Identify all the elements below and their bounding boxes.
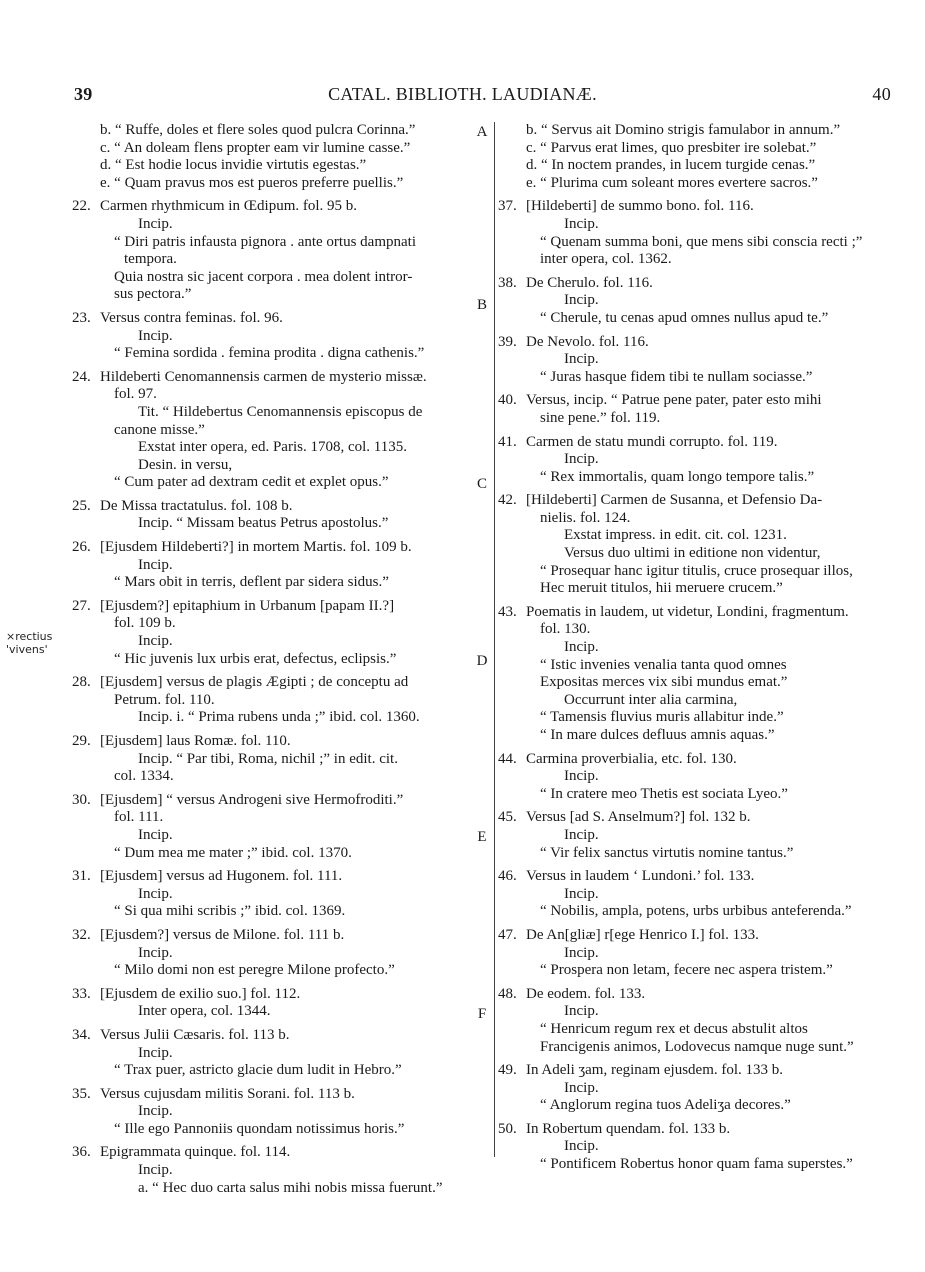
right-column: [498, 122, 894, 1174]
catalogue-text-line: [100, 615, 468, 633]
catalogue-text-line: [100, 845, 468, 863]
catalogue-text-line: [526, 292, 894, 310]
catalogue-text-line: [100, 692, 468, 710]
entry-text: Incip. “ Missam beatus Petrus apostolus.”: [138, 515, 389, 532]
entry-text: “ Cherule, tu cenas apud omnes nullus apud te.”: [540, 309, 829, 326]
catalogue-text-line: [526, 310, 894, 328]
catalogue-text-line: [100, 651, 468, 669]
entry-number: 23.: [72, 309, 91, 326]
handnote-line: ×rectius: [6, 630, 53, 643]
entry-text: “ Rex immortalis, quam longo tempore talis.”: [540, 468, 815, 485]
catalogue-entry-line: [72, 309, 468, 328]
entry-text: Francigenis animos, Lodovecus namque nuge sunt.”: [540, 1038, 854, 1055]
entry-text: Expositas merces vix sibi mundus emat.”: [540, 674, 788, 691]
entry-text: Versus, incip. “ Patrue pene pater, pater esto mihi: [526, 392, 822, 409]
catalogue-text-line: [526, 727, 894, 745]
catalogue-text-line: [100, 439, 468, 457]
catalogue-text-line: [526, 827, 894, 845]
catalogue-text-line: [526, 157, 894, 175]
catalogue-entry-line: [498, 198, 894, 216]
entry-text: [Hildeberti] Carmen de Susanna, et Defensio Da-: [526, 492, 823, 509]
entry-text: Incip.: [564, 826, 599, 843]
entry-text: Incip.: [564, 885, 599, 902]
entry-text: a. “ Hec duo carta salus mihi nobis missa fuerunt.”: [138, 1179, 443, 1196]
catalogue-text-line: [100, 140, 468, 158]
entry-number: 31.: [72, 868, 91, 885]
catalogue-entry-line: [498, 985, 894, 1004]
entry-text: Incip.: [564, 351, 599, 368]
entry-text: Hec meruit titulos, hii meruere crucem.”: [540, 580, 783, 597]
catalogue-text-line: [100, 886, 468, 904]
catalogue-entry-line: [72, 1144, 468, 1162]
entry-text: tempora.: [124, 251, 177, 268]
catalogue-text-line: [100, 457, 468, 475]
entry-number: 48.: [498, 985, 517, 1002]
catalogue-text-line: [526, 692, 894, 710]
catalogue-text-line: [100, 345, 468, 363]
catalogue-text-line: [526, 709, 894, 727]
entry-text: Carmina proverbialia, etc. fol. 130.: [526, 750, 737, 767]
entry-text: Inter opera, col. 1344.: [138, 1003, 271, 1020]
catalogue-text-line: [100, 903, 468, 921]
entry-number: 33.: [72, 985, 91, 1002]
entry-text: [Ejusdem] laus Romæ. fol. 110.: [100, 733, 291, 749]
entry-text: “ Femina sordida . femina prodita . digna cathenis.”: [114, 345, 425, 362]
catalogue-text-line: [526, 768, 894, 786]
catalogue-text-line: [526, 545, 894, 563]
entry-text: “ Pontificem Robertus honor quam fama superstes.”: [540, 1156, 853, 1173]
entry-number: 46.: [498, 868, 517, 885]
catalogue-text-line: [526, 945, 894, 963]
catalogue-entry-line: [72, 733, 468, 751]
entry-text: fol. 109 b.: [114, 615, 176, 632]
catalogue-text-line: [100, 751, 468, 769]
catalogue-text-line: [100, 328, 468, 346]
catalogue-text-line: [526, 410, 894, 428]
entry-text: c. “ Parvus erat limes, quo presbiter ire solebat.”: [526, 139, 817, 156]
catalogue-entry-line: [498, 809, 894, 827]
margin-letter: B: [476, 297, 487, 313]
entry-text: Carmen de statu mundi corrupto. fol. 119.: [526, 433, 778, 450]
catalogue-entry-line: [498, 392, 894, 410]
catalogue-text-line: [526, 674, 894, 692]
entry-text: “ Prosequar hanc igitur titulis, cruce prosequar illos,: [540, 562, 853, 579]
left-column: [72, 122, 468, 1197]
entry-text: “ Trax puer, astricto glacie dum ludit in Hebro.”: [114, 1062, 402, 1079]
catalogue-entry-line: [498, 274, 894, 293]
catalogue-text-line: [526, 1080, 894, 1098]
entry-text: Incip.: [564, 292, 599, 309]
entry-text: b. “ Ruffe, doles et flere soles quod pulcra Corinna.”: [100, 122, 416, 138]
entry-number: 49.: [498, 1062, 517, 1079]
entry-text: “ Milo domi non est peregre Milone profecto.”: [114, 962, 395, 979]
catalogue-text-line: [526, 251, 894, 269]
entry-text: Incip.: [138, 633, 173, 650]
entry-text: [Ejusdem?] versus de Milone. fol. 111 b.: [100, 926, 345, 943]
catalogue-entry-line: [498, 750, 894, 769]
entry-text: Exstat inter opera, ed. Paris. 1708, col. 1135.: [138, 439, 407, 456]
entry-text: inter opera, col. 1362.: [540, 251, 672, 268]
catalogue-text-line: [526, 122, 894, 140]
entry-text: [Ejusdem de exilio suo.] fol. 112.: [100, 985, 301, 1002]
entry-text: Incip. “ Par tibi, Roma, nichil ;” in edit. cit.: [138, 750, 398, 767]
catalogue-entry-line: [498, 603, 894, 622]
entry-text: Hildeberti Cenomannensis carmen de mysterio missæ.: [100, 368, 427, 385]
entry-text: Versus in laudem ‘ Lundoni.’ fol. 133.: [526, 868, 755, 885]
catalogue-text-line: [100, 768, 468, 786]
entry-number: 25.: [72, 497, 91, 514]
handwritten-margin-note: [6, 630, 52, 656]
entry-text: “ Mars obit in terris, deflent par sidera sidus.”: [114, 574, 389, 591]
entry-number: 40.: [498, 392, 517, 409]
catalogue-text-line: [100, 386, 468, 404]
entry-text: Versus contra feminas. fol. 96.: [100, 309, 283, 326]
entry-text: Incip.: [564, 1138, 599, 1155]
catalogue-text-line: [526, 580, 894, 598]
catalogue-text-line: [100, 557, 468, 575]
entry-number: 42.: [498, 492, 517, 509]
entry-text: Incip.: [564, 639, 599, 656]
catalogue-text-line: [526, 1003, 894, 1021]
entry-text: “ Tamensis fluvius muris allabitur inde.”: [540, 709, 784, 726]
entry-text: d. “ Est hodie locus invidie virtutis egestas.”: [100, 157, 367, 174]
entry-text: Occurrunt inter alia carmina,: [564, 691, 738, 708]
catalogue-text-line: [100, 234, 468, 252]
entry-text: Incip.: [564, 944, 599, 961]
entry-text: Incip.: [564, 768, 599, 785]
catalogue-text-line: [100, 175, 468, 193]
margin-letter: F: [477, 1006, 487, 1022]
entry-text: Incip.: [138, 1162, 173, 1179]
entry-text: Incip.: [138, 944, 173, 961]
entry-text: Incip.: [138, 556, 173, 573]
entry-text: Desin. in versu,: [138, 456, 233, 473]
catalogue-text-line: [526, 1097, 894, 1115]
entry-text: [Ejusdem Hildeberti?] in mortem Martis. fol. 109 b.: [100, 539, 412, 556]
entry-text: Poematis in laudem, ut videtur, Londini, fragmentum.: [526, 603, 849, 620]
catalogue-text-line: [100, 216, 468, 234]
catalogue-text-line: [100, 633, 468, 651]
entry-text: “ Diri patris infausta pignora . ante ortus dampnati: [114, 233, 416, 250]
entry-number: 24.: [72, 368, 91, 385]
catalogue-text-line: [526, 1021, 894, 1039]
entry-text: b. “ Servus ait Domino strigis famulabor in annum.”: [526, 122, 841, 138]
entry-text: nielis. fol. 124.: [540, 509, 631, 526]
catalogue-entry-line: [72, 198, 468, 216]
catalogue-entry-line: [72, 597, 468, 616]
catalogue-text-line: [100, 286, 468, 304]
entry-text: sine pene.” fol. 119.: [540, 409, 661, 426]
entry-text: d. “ In noctem prandes, in lucem turgide cenas.”: [526, 157, 816, 174]
catalogue-entry-line: [498, 1062, 894, 1080]
catalogue-text-line: [100, 422, 468, 440]
entry-text: fol. 111.: [114, 809, 164, 826]
catalogue-entry-line: [498, 333, 894, 352]
entry-text: Incip. i. “ Prima rubens unda ;” ibid. col. 1360.: [138, 709, 420, 726]
entry-number: 43.: [498, 603, 517, 620]
entry-number: 27.: [72, 597, 91, 614]
catalogue-text-line: [100, 827, 468, 845]
entry-text: Incip.: [138, 826, 173, 843]
catalogue-text-line: [100, 404, 468, 422]
catalogue-entry-line: [498, 1120, 894, 1139]
catalogue-entry-line: [72, 791, 468, 810]
entry-text: e. “ Plurima cum soleant mores evertere sacros.”: [526, 174, 818, 191]
margin-letter: A: [476, 124, 488, 140]
catalogue-text-line: [100, 269, 468, 287]
catalogue-text-line: [526, 845, 894, 863]
entry-text: Quia nostra sic jacent corpora . mea dolent intror-: [114, 268, 413, 285]
entry-text: “ Vir felix sanctus virtutis nomine tantus.”: [540, 844, 794, 861]
entry-text: Incip.: [564, 215, 599, 232]
entry-text: Carmen rhythmicum in Œdipum. fol. 95 b.: [100, 198, 358, 215]
entry-text: [Ejusdem] “ versus Androgeni sive Hermofroditi.”: [100, 791, 404, 808]
catalogue-text-line: [100, 1180, 468, 1198]
margin-letter: D: [476, 653, 488, 669]
catalogue-text-line: [100, 809, 468, 827]
catalogue-text-line: [526, 351, 894, 369]
catalogue-entry-line: [72, 368, 468, 387]
catalogue-text-line: [100, 1062, 468, 1080]
entry-number: 29.: [72, 733, 91, 749]
entry-number: 44.: [498, 750, 517, 767]
entry-text: Versus duo ultimi in editione non videntur,: [564, 545, 821, 562]
entry-text: “ Si qua mihi scribis ;” ibid. col. 1369.: [114, 903, 346, 920]
catalogue-text-line: [100, 574, 468, 592]
entry-text: Incip.: [564, 451, 599, 468]
entry-text: Versus Julii Cæsaris. fol. 113 b.: [100, 1026, 290, 1043]
entry-number: 37.: [498, 198, 517, 215]
entry-text: “ Ille ego Pannoniis quondam notissimus horis.”: [114, 1120, 405, 1137]
entry-number: 45.: [498, 809, 517, 826]
entry-text: De Cherulo. fol. 116.: [526, 274, 653, 291]
catalogue-text-line: [100, 515, 468, 533]
catalogue-text-line: [100, 1003, 468, 1021]
catalogue-entry-line: [72, 1026, 468, 1045]
entry-number: 26.: [72, 539, 91, 556]
column-divider: [494, 122, 495, 1157]
catalogue-entry-line: [72, 926, 468, 945]
catalogue-text-line: [526, 469, 894, 487]
catalogue-text-line: [100, 157, 468, 175]
entry-text: Incip.: [138, 885, 173, 902]
running-title: CATAL. BIBLIOTH. LAUDIANÆ.: [328, 84, 597, 104]
catalogue-entry-line: [72, 497, 468, 516]
entry-text: c. “ An doleam flens propter eam vir lumine casse.”: [100, 139, 411, 156]
margin-letter: C: [476, 476, 487, 492]
entry-number: 22.: [72, 198, 91, 215]
entry-text: e. “ Quam pravus mos est pueros preferre puellis.”: [100, 174, 404, 191]
entry-text: sus pectora.”: [114, 286, 192, 303]
right-page-number: 40: [872, 84, 891, 104]
catalogue-text-line: [526, 140, 894, 158]
entry-number: 39.: [498, 333, 517, 350]
catalogue-text-line: [100, 122, 468, 140]
catalogue-text-line: [526, 510, 894, 528]
catalogue-text-line: [526, 451, 894, 469]
entry-text: [Hildeberti] de summo bono. fol. 116.: [526, 198, 754, 215]
entry-text: De Nevolo. fol. 116.: [526, 333, 649, 350]
entry-text: canone misse.”: [114, 421, 205, 438]
catalogue-text-line: [100, 962, 468, 980]
entry-text: Incip.: [138, 1103, 173, 1120]
entry-text: “ Istic invenies venalia tanta quod omnes: [540, 656, 787, 673]
entry-text: “ Hic juvenis lux urbis erat, defectus, eclipsis.”: [114, 650, 397, 667]
entry-text: “ Dum mea me mater ;” ibid. col. 1370.: [114, 844, 352, 861]
entry-text: Epigrammata quinque. fol. 114.: [100, 1144, 291, 1161]
catalogue-text-line: [526, 1156, 894, 1174]
catalogue-text-line: [526, 621, 894, 639]
handnote-line: 'vivens': [6, 643, 48, 656]
catalogue-entry-line: [72, 868, 468, 886]
entry-text: [Ejusdem?] epitaphium in Urbanum [papam II.?]: [100, 597, 395, 614]
entry-number: 28.: [72, 674, 91, 691]
entry-text: Petrum. fol. 110.: [114, 691, 215, 708]
catalogue-text-line: [100, 1162, 468, 1180]
catalogue-text-line: [100, 251, 468, 269]
catalogue-text-line: [100, 1121, 468, 1139]
entry-text: “ Prospera non letam, fecere nec aspera tristem.”: [540, 962, 833, 979]
entry-text: Tit. “ Hildebertus Cenomannensis episcopus de: [138, 403, 423, 420]
entry-text: “ Nobilis, ampla, potens, urbs urbibus anteferenda.”: [540, 903, 852, 920]
entry-text: “ Quenam summa boni, que mens sibi conscia recti ;”: [540, 233, 863, 250]
entry-text: fol. 130.: [540, 621, 591, 638]
catalogue-text-line: [526, 657, 894, 675]
entry-text: Incip.: [138, 327, 173, 344]
catalogue-entry-line: [498, 868, 894, 886]
catalogue-text-line: [100, 1103, 468, 1121]
entry-text: Incip.: [138, 1044, 173, 1061]
entry-number: 34.: [72, 1026, 91, 1043]
catalogue-text-line: [526, 886, 894, 904]
catalogue-text-line: [526, 234, 894, 252]
entry-text: “ In mare dulces defluus amnis aquas.”: [540, 727, 775, 743]
entry-number: 47.: [498, 926, 517, 943]
catalogue-text-line: [526, 786, 894, 804]
entry-text: “ Juras hasque fidem tibi te nullam sociasse.”: [540, 368, 813, 385]
entry-number: 35.: [72, 1085, 91, 1102]
entry-number: 41.: [498, 433, 517, 450]
catalogue-entry-line: [72, 674, 468, 692]
catalogue-text-line: [526, 962, 894, 980]
entry-text: In Adeli ʒam, reginam ejusdem. fol. 133 b.: [526, 1062, 784, 1079]
entry-text: “ Anglorum regina tuos Adeliʒa decores.”: [540, 1097, 791, 1114]
entry-text: De Missa tractatulus. fol. 108 b.: [100, 497, 293, 514]
catalogue-entry-line: [498, 433, 894, 452]
entry-text: col. 1334.: [114, 768, 174, 785]
entry-text: In Robertum quendam. fol. 133 b.: [526, 1120, 731, 1137]
entry-text: [Ejusdem] versus de plagis Ægipti ; de conceptu ad: [100, 674, 409, 691]
catalogue-text-line: [100, 474, 468, 492]
entry-text: “ In cratere meo Thetis est sociata Lyeo.”: [540, 785, 788, 802]
entry-number: 38.: [498, 274, 517, 291]
catalogue-text-line: [526, 216, 894, 234]
catalogue-text-line: [526, 175, 894, 193]
catalogue-text-line: [526, 563, 894, 581]
entry-text: De An[gliæ] r[ege Henrico I.] fol. 133.: [526, 926, 759, 943]
entry-text: “ Cum pater ad dextram cedit et explet opus.”: [114, 474, 389, 491]
entry-number: 50.: [498, 1120, 517, 1137]
entry-number: 32.: [72, 926, 91, 943]
entry-text: Incip.: [564, 1079, 599, 1096]
catalogue-text-line: [526, 527, 894, 545]
entry-text: Versus cujusdam militis Sorani. fol. 113 b.: [100, 1085, 355, 1102]
entry-number: 30.: [72, 791, 91, 808]
catalogue-entry-line: [498, 492, 894, 510]
catalogue-text-line: [100, 709, 468, 727]
entry-text: Incip.: [564, 1003, 599, 1020]
catalogue-text-line: [526, 1138, 894, 1156]
entry-text: Exstat impress. in edit. cit. col. 1231.: [564, 527, 787, 544]
catalogue-entry-line: [72, 985, 468, 1004]
catalogue-entry-line: [498, 926, 894, 945]
catalogue-text-line: [526, 1039, 894, 1057]
entry-number: 36.: [72, 1144, 91, 1161]
entry-text: fol. 97.: [114, 386, 157, 403]
left-page-number: 39: [74, 84, 93, 104]
margin-letter: E: [477, 829, 487, 845]
entry-text: “ Henricum regum rex et decus abstulit altos: [540, 1020, 808, 1037]
catalogue-text-line: [526, 903, 894, 921]
entry-text: Versus [ad S. Anselmum?] fol. 132 b.: [526, 809, 751, 826]
entry-text: De eodem. fol. 133.: [526, 985, 646, 1002]
catalogue-text-line: [100, 1045, 468, 1063]
catalogue-text-line: [526, 639, 894, 657]
catalogue-entry-line: [72, 539, 468, 557]
catalogue-text-line: [100, 945, 468, 963]
entry-text: [Ejusdem] versus ad Hugonem. fol. 111.: [100, 868, 343, 885]
entry-text: Incip.: [138, 215, 173, 232]
catalogue-entry-line: [72, 1085, 468, 1104]
catalogue-text-line: [526, 369, 894, 387]
